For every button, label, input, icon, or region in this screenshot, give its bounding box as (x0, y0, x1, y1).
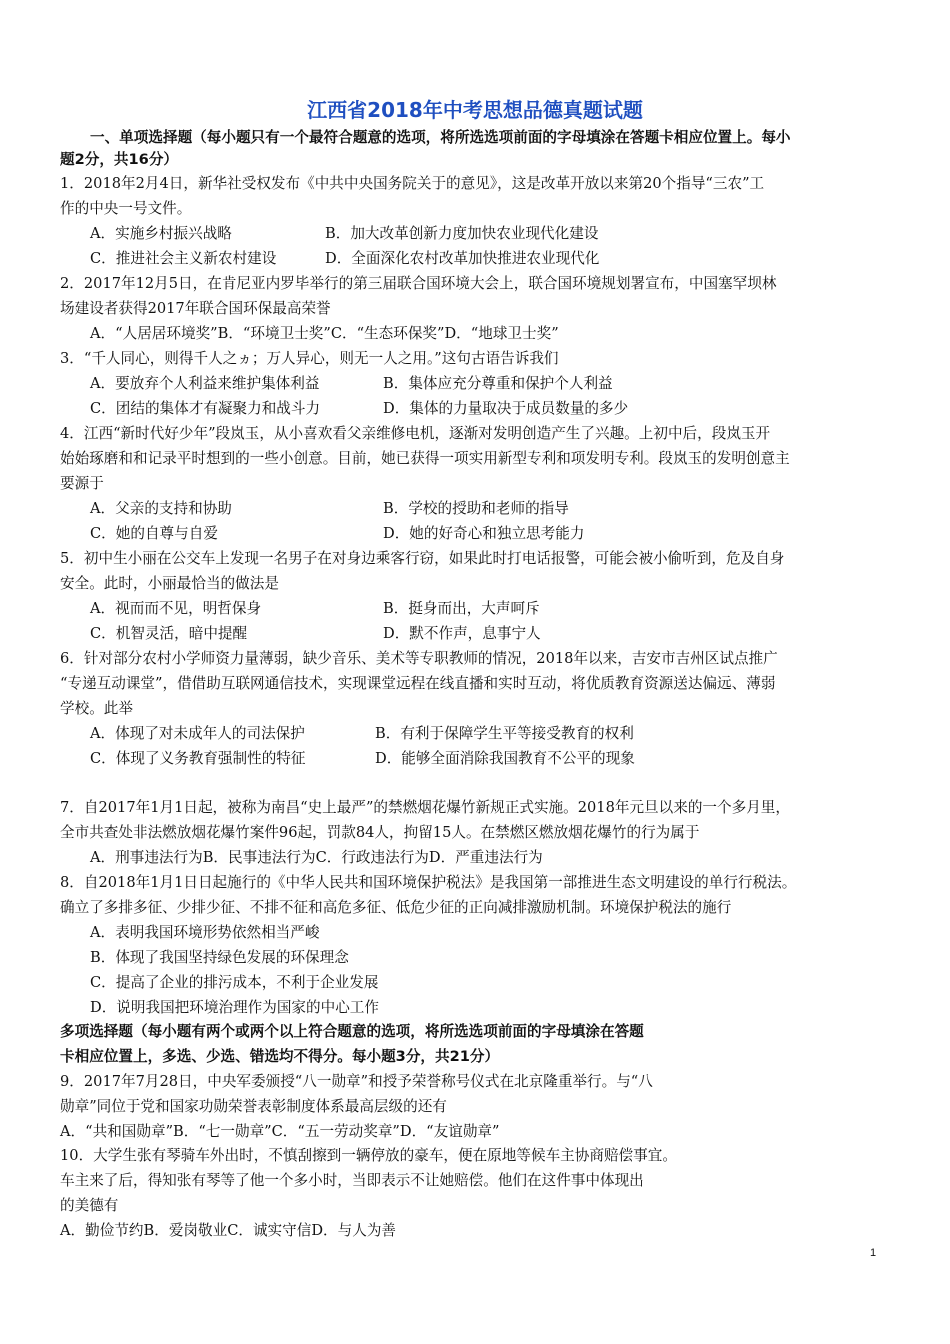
q6-option-a: A．体现了对未成年人的司法保护 (90, 725, 305, 742)
q10-line3: 的美德有 (60, 1197, 119, 1214)
q3-line1: 3．“千人同心，则得千人之ヵ；万人异心，则无一人之用。”这句古语告诉我们 (60, 350, 559, 367)
q3-option-d: D．集体的力量取决于成员数量的多少 (383, 400, 629, 417)
q9-line1: 9．2017年7月28日，中央军委颁授“八一勋章”和授予荣誉称号仪式在北京隆重举行。与“八 (60, 1073, 653, 1090)
q6-option-b: B．有利于保障学生平等接受教育的权利 (375, 725, 634, 742)
q4-line3: 要源于 (60, 475, 104, 492)
q1-option-b: B．加大改革创新力度加快农业现代化建设 (325, 225, 599, 242)
q9-options: A．“共和国勋章”B．“七一勋章”C．“五一劳动奖章”D．“友谊勋章” (60, 1123, 500, 1140)
q6-option-c: C．体现了义务教育强制性的特征 (90, 750, 306, 767)
page-number: 1 (870, 1247, 877, 1259)
q7-line2: 全市共查处非法燃放烟花爆竹案件96起，罚款84人，拘留15人。在禁燃区燃放烟花爆竹的行为属于 (60, 824, 700, 841)
q8-option-d: D．说明我国把环境治理作为国家的中心工作 (90, 999, 379, 1016)
q8-line2: 确立了多排多征、少排少征、不排不征和高危多征、低危少征的正向减排激励机制。环境保护税法的施行 (60, 899, 732, 916)
q8-option-b: B．体现了我国坚持绿色发展的环保理念 (90, 949, 349, 966)
q10-options: A．勤俭节约B．爱岗敬业C．诚实守信D．与人为善 (60, 1222, 397, 1239)
section2-heading-line1: 多项选择题（每小题有两个或两个以上符合题意的选项，将所选选项前面的字母填涂在答题 (60, 1023, 644, 1040)
section1-heading-line1: 一、单项选择题（每小题只有一个最符合题意的选项，将所选选项前面的字母填涂在答题卡相应位置上。每小 (90, 129, 791, 146)
q4-line2: 始始琢磨和和记录平时想到的一些小创意。目前，她已获得一项实用新型专利和项发明专利。段岚玉的发明创意主 (60, 450, 790, 467)
section2-heading-line2: 卡相应位置上，多选、少选、错选均不得分。每小题3分，共21分） (60, 1048, 500, 1065)
q10-line2: 车主来了后，得知张有琴等了他一个多小时，当即表示不让她赔偿。他们在这件事中体现出 (60, 1172, 644, 1189)
q2-line2: 场建设者获得2017年联合国环保最高荣誉 (60, 300, 331, 317)
q2-options: A．“人居居环境奖”B．“环境卫士奖”C．“生态环保奖”D．“地球卫士奖” (90, 325, 559, 342)
q10-line1: 10．大学生张有琴骑车外出时，不慎刮擦到一辆停放的豪车，便在原地等候车主协商赔偿事宜。 (60, 1147, 677, 1164)
q5-option-b: B．挺身而出，大声呵斥 (383, 600, 540, 617)
q1-option-c: C．推进社会主义新农村建设 (90, 250, 277, 267)
q3-option-b: B．集体应充分尊重和保护个人利益 (383, 375, 613, 392)
q3-option-a: A．要放弃个人利益来维护集体利益 (90, 375, 320, 392)
q8-option-c: C．提高了企业的排污成本，不利于企业发展 (90, 974, 379, 991)
q7-options: A．刑事违法行为B．民事违法行为C．行政违法行为D．严重违法行为 (90, 849, 543, 866)
q1-line1: 1．2018年2月4日，新华社受权发布《中共中央国务院关于的意见》，这是改革开放以来第20个指导“三农”工 (60, 175, 765, 192)
q2-line1: 2．2017年12月5日，在肯尼亚内罗毕举行的第三届联合国环境大会上，联合国环境规划署宣布，中国塞罕坝林 (60, 275, 777, 292)
q4-option-c: C．她的自尊与自爱 (90, 525, 218, 542)
q1-line2: 作的中央一号文件。 (60, 200, 192, 217)
q4-option-a: A．父亲的支持和协助 (90, 500, 232, 517)
q6-line2: “专递互动课堂”，借借助互联网通信技术，实现课堂远程在线直播和实时互动，将优质教育资源送达偏远、薄弱 (60, 675, 776, 692)
q5-line2: 安全。此时，小丽最恰当的做法是 (60, 575, 279, 592)
q7-line1: 7．自2017年1月1日起，被称为南昌“史上最严”的禁燃烟花爆竹新规正式实施。2018年元旦以来的一个多月里， (60, 799, 790, 816)
q4-line1: 4．江西“新时代好少年”段岚玉，从小喜欢看父亲维修电机，逐渐对发明创造产生了兴趣。上初中后，段岚玉开 (60, 425, 771, 442)
q5-line1: 5．初中生小丽在公交车上发现一名男子在对身边乘客行窃，如果此时打电话报警，可能会被小偷听到，危及自身 (60, 550, 785, 567)
exam-title: 江西省2018年中考思想品德真题试题 (307, 98, 643, 122)
q4-option-d: D．她的好奇心和独立思考能力 (383, 525, 585, 542)
section1-heading-line2: 题2分，共16分） (60, 151, 179, 168)
q1-option-d: D．全面深化农村改革加快推进农业现代化 (325, 250, 600, 267)
q6-option-d: D．能够全面消除我国教育不公平的现象 (375, 750, 635, 767)
q5-option-a: A．视而而不见，明哲保身 (90, 600, 262, 617)
q5-option-c: C．机智灵活，暗中提醒 (90, 625, 248, 642)
q1-option-a: A．实施乡村振兴战略 (90, 225, 232, 242)
q4-option-b: B．学校的授助和老师的指导 (383, 500, 569, 517)
q9-line2: 勋章”同位于党和国家功勋荣誉表彰制度体系最高层级的还有 (60, 1098, 447, 1115)
q5-option-d: D．默不作声，息事宁人 (383, 625, 541, 642)
q8-line1: 8．自2018年1月1日日起施行的《中华人民共和国环境保护税法》是我国第一部推进生态文明建设的单行行税法。 (60, 874, 797, 891)
q6-line1: 6．针对部分农村小学师资力量薄弱，缺少音乐、美术等专职教师的情况，2018年以来，吉安市吉州区试点推广 (60, 650, 778, 667)
q6-line3: 学校。此举 (60, 700, 133, 717)
q3-option-c: C．团结的集体才有凝聚力和战斗力 (90, 400, 321, 417)
q8-option-a: A．表明我国环境形势依然相当严峻 (90, 924, 320, 941)
